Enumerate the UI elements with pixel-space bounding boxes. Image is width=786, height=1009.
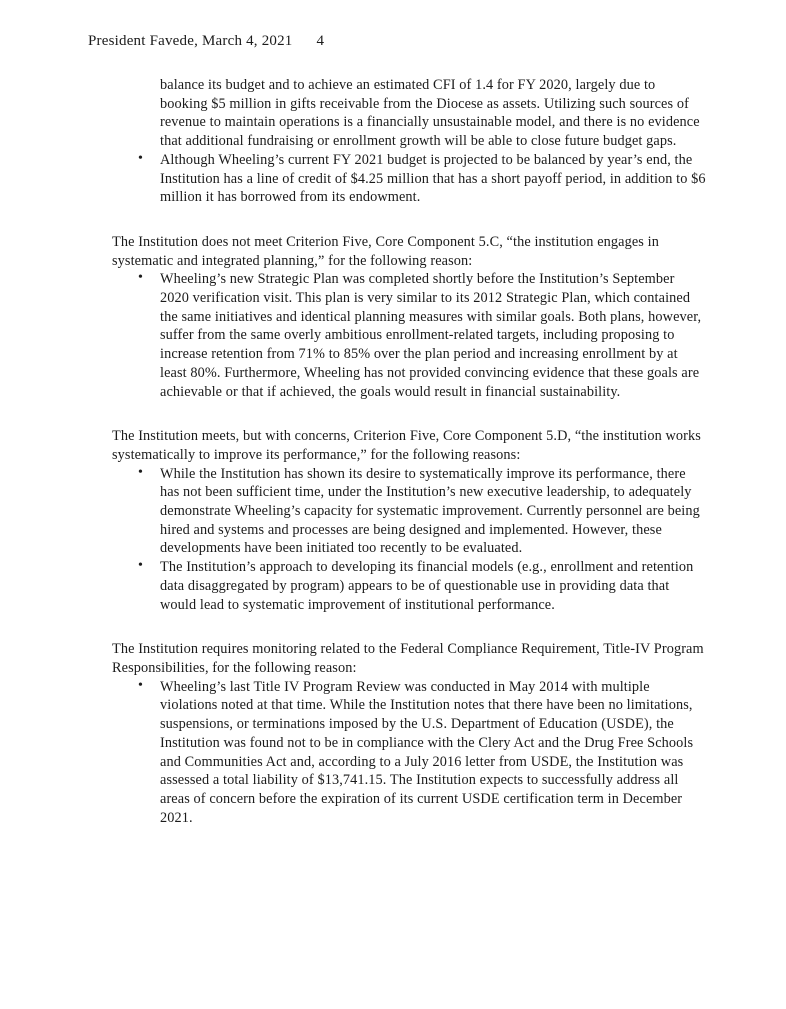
bullet-list: [136, 465, 706, 615]
bullet-list: [136, 76, 706, 207]
bullet-icon: •: [138, 270, 144, 286]
bullet-icon: •: [138, 464, 144, 480]
bullet-icon: •: [138, 677, 144, 693]
bullet-text: Wheeling’s last Title IV Program Review was conducted in May 2014 with multiple violations noted at that time. While the Institution notes that there have been no limitations, suspensions, or terminations imposed by the U.S. Department of Education (USDE), the Institution was found not to be in compliance with the Clery Act and the Drug Free Schools and Communities Act and, according to a July 2016 letter from USDE, the Institution was assessed a total liability of $13,741.15. The Institution expects to successfully address all areas of concern before the expiration of its current USDE certification term in December 2021.: [160, 678, 694, 826]
bullet-item: [136, 151, 706, 207]
section-criterion-5c: [112, 233, 706, 401]
section-intro: The Institution meets, but with concerns, Criterion Five, Core Component 5.D, “the institution works systematically to improve its performance,” for the following reasons:: [112, 428, 701, 463]
bullet-text: balance its budget and to achieve an estimated CFI of 1.4 for FY 2020, largely due to booking $5 million in gifts receivable from the Diocese as assets. Utilizing such sources of revenue to maintain operations is a financially unsustainable model, and there is no evidence that additional fundraising or enrollment growth will be able to close future budget gaps.: [160, 77, 700, 150]
bullet-item: [136, 558, 706, 614]
section-title-iv: [112, 640, 706, 827]
document-body: [112, 76, 706, 853]
bullet-text: The Institution’s approach to developing its financial models (e.g., enrollment and retention data disaggregated by program) appears to be of questionable use in providing data that would lead to systematic improvement of institutional performance.: [160, 559, 694, 613]
bullet-text: While the Institution has shown its desire to systematically improve its performance, there has not been sufficient time, under the Institution’s new executive leadership, to adequately demonstrate Wheeling’s capacity for systematic improvement. Currently personnel are being hired and systems and processes are being designed and implemented. However, these developments have been initiated too recently to be evaluated.: [160, 465, 700, 557]
bullet-icon: •: [138, 150, 144, 166]
continuation-paragraph: [136, 76, 706, 151]
section-intro: The Institution does not meet Criterion Five, Core Component 5.C, “the institution engages in systematic and integrated planning,” for the following reason:: [112, 233, 659, 269]
section-criterion-5d: [112, 427, 706, 614]
page-number: 4: [316, 33, 325, 49]
header-text: President Favede, March 4, 2021: [88, 33, 293, 49]
page-header: [88, 33, 324, 50]
bullet-item: [136, 678, 706, 828]
bullet-item: [136, 465, 706, 559]
bullet-list: [136, 270, 706, 401]
bullet-item: [136, 270, 706, 401]
bullet-text: Although Wheeling’s current FY 2021 budget is projected to be balanced by year’s end, the Institution has a line of credit of $4.25 million that has a short payoff period, in addition to $6 million it has borrowed from its endowment.: [160, 151, 706, 206]
section-budget: [112, 76, 706, 207]
bullet-icon: •: [138, 558, 144, 574]
section-intro: The Institution requires monitoring related to the Federal Compliance Requirement, Title-IV Program Responsibilities, for the following reason:: [112, 641, 704, 676]
bullet-list: [136, 678, 706, 828]
bullet-text: Wheeling’s new Strategic Plan was completed shortly before the Institution’s September 2020 verification visit. This plan is very similar to its 2012 Strategic Plan, which contained the same initiatives and identical planning measures with similar goals. Both plans, however, suffer from the same overly ambitious enrollment-related targets, including proposing to increase retention from 71% to 85% over the plan period and increasing enrollment by at least 80%. Furthermore, Wheeling has not provided convincing evidence that these goals are achievable or that if achieved, the goals would result in financial sustainability.: [160, 271, 702, 400]
